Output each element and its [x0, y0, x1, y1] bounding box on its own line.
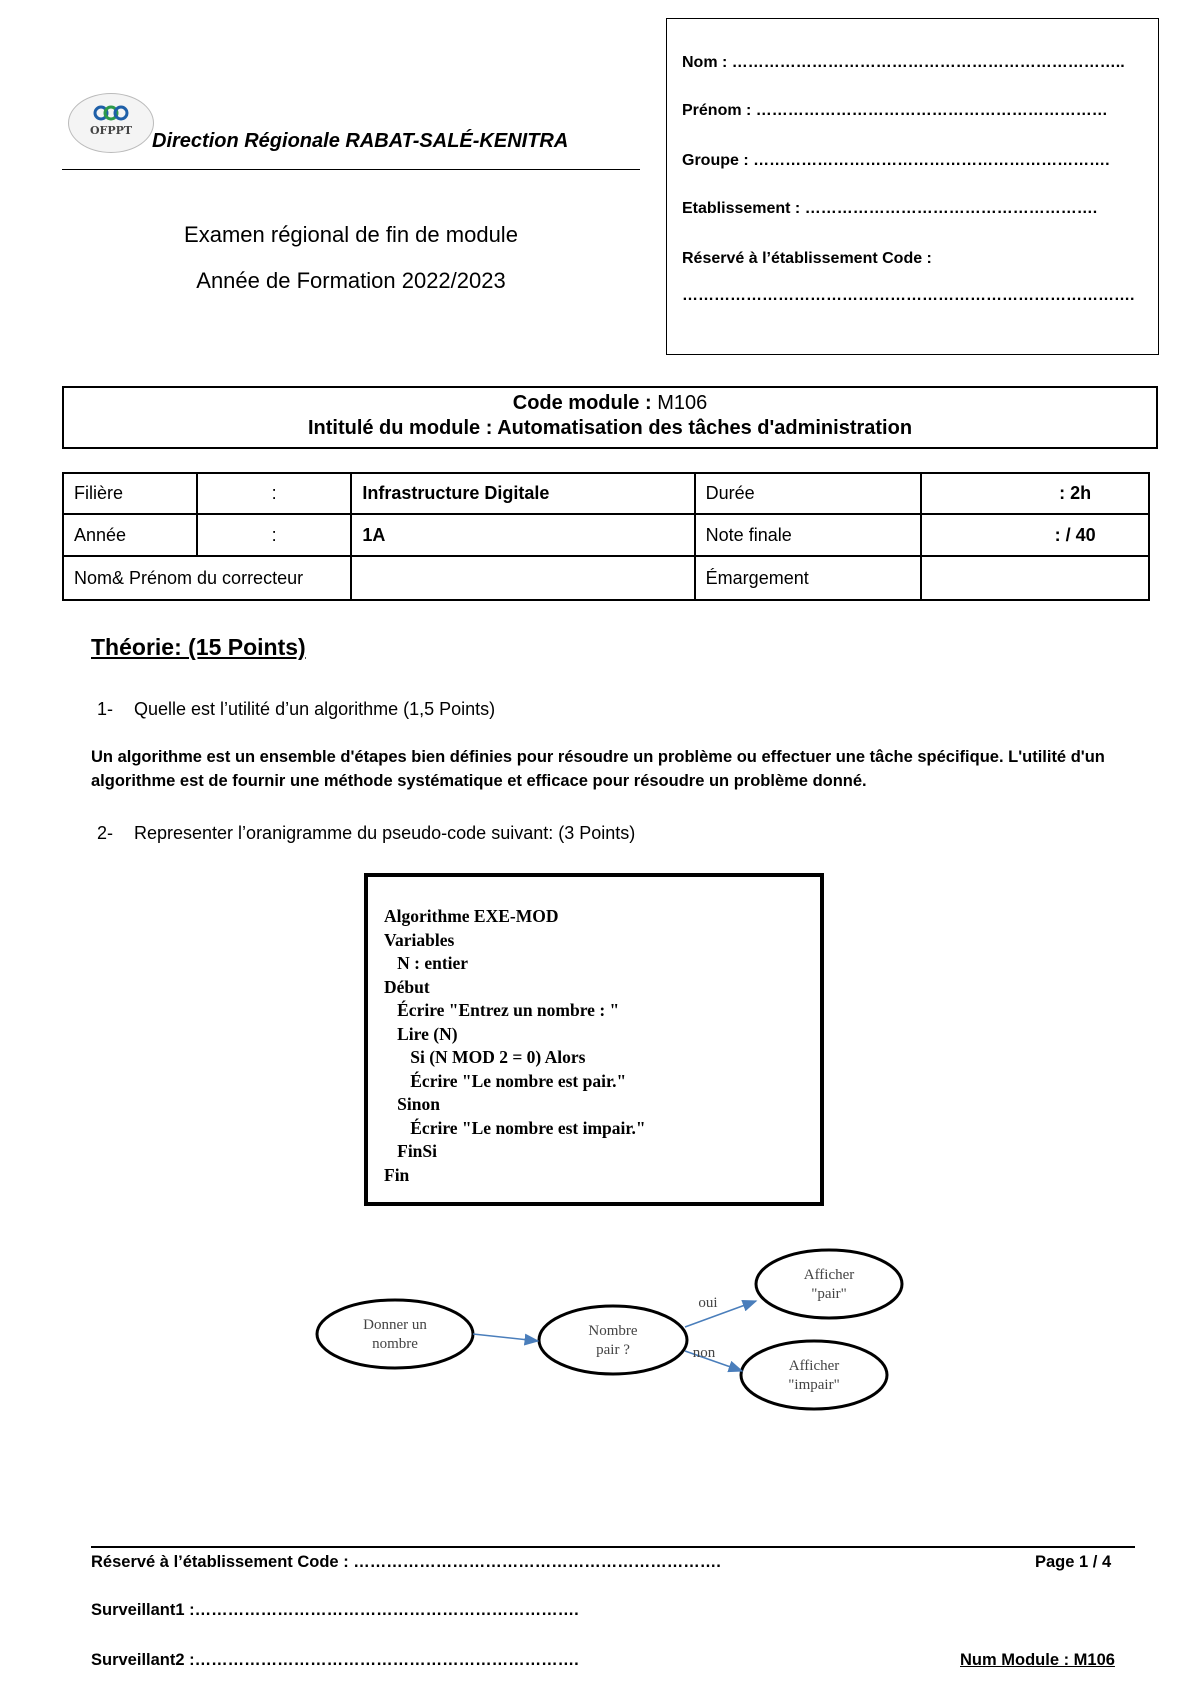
- annee-label: Année: [63, 514, 197, 556]
- table-row: [63, 514, 1149, 556]
- flow-arrow-input-decision: [473, 1334, 538, 1341]
- flow-node-impair-line2: "impair": [788, 1377, 840, 1393]
- flowchart: [300, 1235, 920, 1435]
- correcteur-field[interactable]: [351, 556, 694, 600]
- etablissement-field[interactable]: Etablissement : ……………………………………………….: [682, 200, 1098, 217]
- emargement-label: Émargement: [695, 556, 922, 600]
- student-identity-box: [666, 18, 1159, 355]
- year-line: Année de Formation 2022/2023: [196, 268, 506, 293]
- filiere-value: Infrastructure Digitale: [351, 473, 694, 514]
- table-row: [63, 556, 1149, 600]
- module-title-value: Automatisation des tâches d'administration: [497, 417, 913, 439]
- num-module: Num Module : M106: [960, 1651, 1115, 1669]
- flow-node-decision-line1: Nombre: [588, 1323, 638, 1339]
- module-code-label: Code module :: [512, 392, 652, 414]
- emargement-field[interactable]: [921, 556, 1149, 600]
- footer-reserve-code: Réservé à l’établissement Code : ………………………………………………………….: [91, 1553, 721, 1571]
- flow-node-pair: [756, 1250, 902, 1318]
- module-code-line: [64, 392, 1156, 415]
- flow-edge-yes-label: oui: [698, 1295, 718, 1311]
- pseudocode-text: Algorithme EXE-MOD Variables N : entier Début Écrire "Entrez un nombre : " Lire (N) Si (N MOD 2 = 0) Alors Écrire "Le nombre est pair." Sinon Écrire "Le nombre est impair." FinSi Fin: [384, 906, 646, 1185]
- flow-node-input-line1: Donner un: [363, 1317, 427, 1333]
- colon: :: [197, 514, 352, 556]
- flow-node-pair-line1: Afficher: [803, 1267, 855, 1283]
- duree-label: Durée: [695, 473, 922, 514]
- question-1-text: Quelle est l’utilité d’un algorithme (1,5 Points): [134, 699, 496, 719]
- surveillant1-field[interactable]: Surveillant1 :…………………………………………………………….: [91, 1601, 579, 1619]
- question-2-text: Representer l’oranigramme du pseudo-code suivant: (3 Points): [134, 823, 636, 843]
- flow-arrow-yes: [685, 1301, 756, 1327]
- module-box: [62, 386, 1158, 449]
- question-1-number: 1-: [97, 699, 114, 719]
- annee-value: 1A: [351, 514, 694, 556]
- flow-node-decision-line2: pair ?: [596, 1342, 630, 1358]
- surveillant2-field[interactable]: Surveillant2 :…………………………………………………………….: [91, 1651, 579, 1669]
- question-1-answer: Un algorithme est un ensemble d'étapes bien définies pour résoudre un problème ou effectuer une tâche spécifique. L'utilité d'un algorithme est de fournir une méthode systématique et efficace pour résoudre un problème donné.: [91, 748, 1105, 790]
- flow-node-input-line2: nombre: [372, 1336, 418, 1352]
- note-finale-label: Note finale: [695, 514, 922, 556]
- reserve-label: Réservé à l’établissement Code :: [682, 250, 932, 267]
- note-finale-value[interactable]: : / 40: [921, 514, 1149, 556]
- footer-divider: [91, 1546, 1135, 1548]
- nom-field[interactable]: Nom : ………………………………………………………………..: [682, 54, 1125, 71]
- header-divider: [62, 169, 640, 170]
- flow-node-pair-line2: "pair": [811, 1286, 847, 1302]
- module-code-value: M106: [657, 392, 708, 414]
- flow-node-input: [317, 1300, 473, 1368]
- info-table: [62, 472, 1150, 601]
- reserve-code-field[interactable]: ………………………………………………………………………….: [682, 287, 1135, 304]
- colon: :: [197, 473, 352, 514]
- logo-text: OFPPT: [89, 124, 133, 137]
- module-title-label: Intitulé du module :: [307, 417, 493, 439]
- page-number: Page 1 / 4: [1035, 1553, 1112, 1571]
- theory-heading: Théorie: (15 Points): [91, 634, 306, 660]
- flow-node-impair-line1: Afficher: [788, 1358, 840, 1374]
- table-row: [63, 473, 1149, 514]
- flow-node-impair: [741, 1341, 887, 1409]
- flow-node-decision: [539, 1306, 687, 1374]
- pseudocode-box: [364, 873, 824, 1206]
- correcteur-label: Nom& Prénom du correcteur: [63, 556, 351, 600]
- groupe-field[interactable]: Groupe : ………………………………………………………….: [682, 152, 1110, 169]
- duree-value: : 2h: [921, 473, 1149, 514]
- exam-title: Examen régional de fin de module: [184, 222, 518, 247]
- question-2-number: 2-: [97, 823, 114, 843]
- flow-edge-no-label: non: [692, 1345, 716, 1361]
- filiere-label: Filière: [63, 473, 197, 514]
- prenom-field[interactable]: Prénom : …………………………………………………………: [682, 102, 1108, 119]
- direction-title: Direction Régionale RABAT-SALÉ-KENITRA: [152, 130, 569, 152]
- ofppt-logo: [68, 93, 154, 153]
- module-title-line: [64, 417, 1156, 440]
